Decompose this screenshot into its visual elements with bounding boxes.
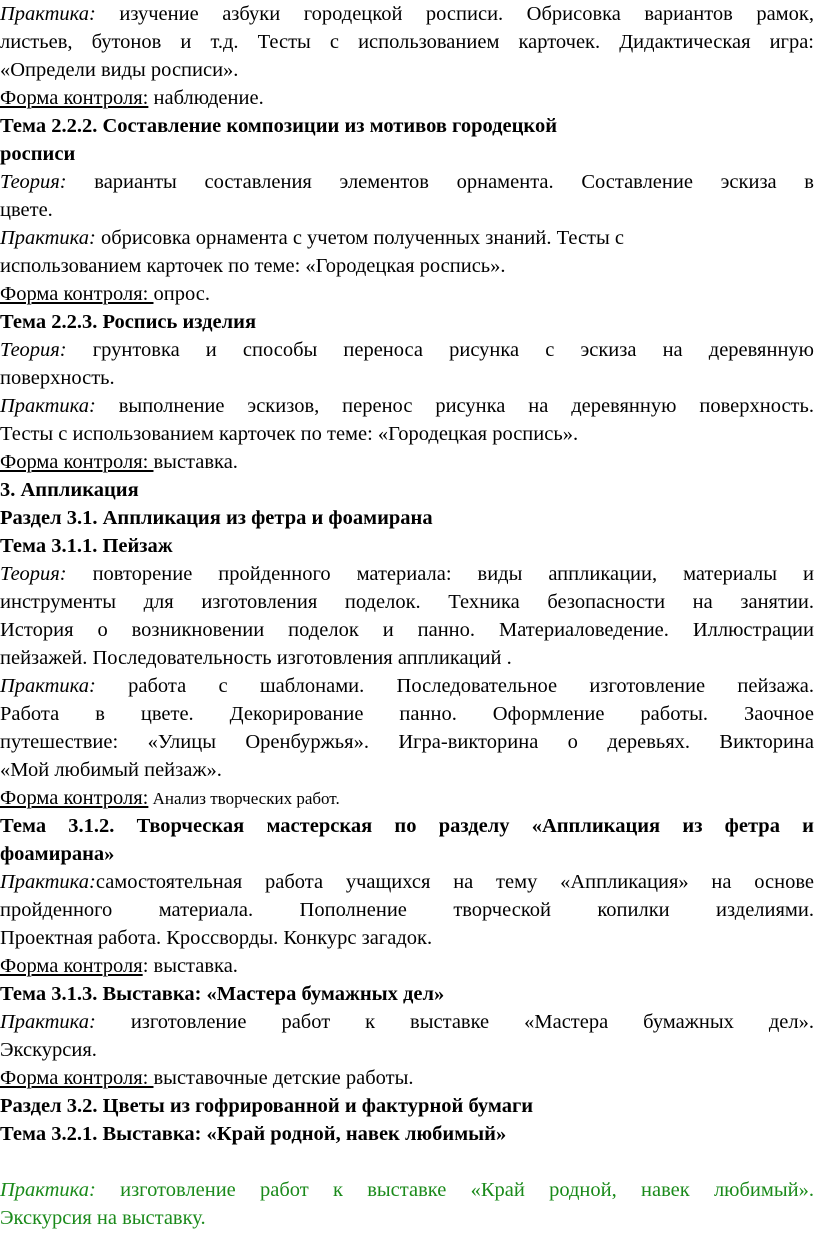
control-form-line <box>0 448 814 476</box>
control-form-label: Форма контроля: <box>0 283 154 305</box>
practice-line <box>0 392 814 420</box>
control-form-label: Форма контроля: <box>0 787 149 809</box>
practice-label: Практика: <box>0 871 96 893</box>
control-form-line <box>0 784 814 813</box>
text-line: листьев, бутонов и т.д. Тесты с использованием карточек. Дидактическая игра: <box>0 31 814 53</box>
practice-text: самостоятельная работа учащихся на тему «Аппликация» на основе <box>95 871 814 893</box>
text-line: поверхность. <box>0 367 115 389</box>
control-form-text: опрос. <box>153 283 210 305</box>
practice-line <box>0 0 814 28</box>
practice-line <box>0 868 814 896</box>
control-form-line <box>0 280 814 308</box>
control-form-line <box>0 952 814 980</box>
theory-line <box>0 336 814 364</box>
practice-text: изготовление работ к выставке «Мастера бумажных дел». <box>95 1011 814 1033</box>
control-form-text: выставочные детские работы. <box>153 1067 414 1089</box>
theory-label: Теория: <box>0 171 67 193</box>
text-line: Тесты с использованием карточек по теме: «Городецкая роспись». <box>0 423 579 445</box>
topic-heading: Тема 3.1.1. Пейзаж <box>0 535 173 557</box>
subsection-heading: Раздел 3.1. Аппликация из фетра и фоамирана <box>0 507 433 529</box>
control-form-text: : выставка. <box>142 955 238 977</box>
topic-heading-cont: фоамирана» <box>0 843 115 865</box>
practice-text: работа с шаблонами. Последовательное изготовление пейзажа. <box>95 675 814 697</box>
practice-label: Практика: <box>0 1179 96 1201</box>
text-line: История о возникновении поделок и панно. Материаловедение. Иллюстрации <box>0 619 814 641</box>
topic-heading: Тема 3.2.1. Выставка: «Край родной, навек любимый» <box>0 1123 507 1145</box>
control-form-label: Форма контроля: <box>0 87 149 109</box>
control-form-text: выставка. <box>153 451 238 473</box>
control-form-line <box>0 84 814 112</box>
topic-heading-cont: росписи <box>0 143 76 165</box>
control-form-text: Анализ творческих работ. <box>148 789 340 808</box>
text-line: «Определи виды росписи». <box>0 59 239 81</box>
theory-text: грунтовка и способы переноса рисунка с эскиза на деревянную <box>66 339 814 361</box>
text-line: Экскурсия. <box>0 1039 97 1061</box>
topic-heading: Тема 3.1.2. Творческая мастерская по разделу «Аппликация из фетра и <box>0 815 814 837</box>
text-line: использованием карточек по теме: «Городецкая роспись». <box>0 255 506 277</box>
control-form-line <box>0 1064 814 1092</box>
text-line: «Мой любимый пейзаж». <box>0 759 222 781</box>
theory-label: Теория: <box>0 339 67 361</box>
control-form-label: Форма контроля: <box>0 451 154 473</box>
topic-heading: Тема 3.1.3. Выставка: «Мастера бумажных дел» <box>0 983 445 1005</box>
theory-label: Теория: <box>0 563 67 585</box>
practice-text: выполнение эскизов, перенос рисунка на деревянную поверхность. <box>95 395 814 417</box>
text-line: пройденного материала. Пополнение творческой копилки изделиями. <box>0 899 814 921</box>
text-line-highlighted: Экскурсия на выставку. <box>0 1207 206 1229</box>
section-heading: 3. Аппликация <box>0 479 139 501</box>
practice-label: Практика: <box>0 1011 96 1033</box>
practice-text: изучение азбуки городецкой росписи. Обрисовка вариантов рамок, <box>95 3 814 25</box>
practice-label: Практика: <box>0 227 96 249</box>
text-line: инструменты для изготовления поделок. Техника безопасности на занятии. <box>0 591 814 613</box>
theory-line <box>0 168 814 196</box>
text-line: путешествие: «Улицы Оренбуржья». Игра-викторина о деревьях. Викторина <box>0 731 814 753</box>
topic-heading: Тема 2.2.3. Роспись изделия <box>0 311 257 333</box>
practice-text: обрисовка орнамента с учетом полученных знаний. Тесты с <box>95 227 625 249</box>
control-form-label: Форма контроля: <box>0 1067 154 1089</box>
text-line: Работа в цвете. Декорирование панно. Оформление работы. Заочное <box>0 703 814 725</box>
practice-line-highlighted <box>0 1176 814 1204</box>
text-line: цвете. <box>0 199 53 221</box>
practice-line <box>0 224 814 252</box>
practice-label: Практика: <box>0 675 96 697</box>
text-line: Проектная работа. Кроссворды. Конкурс загадок. <box>0 927 433 949</box>
theory-text: варианты составления элементов орнамента. Составление эскиза в <box>66 171 814 193</box>
practice-text: изготовление работ к выставке «Край родной, навек любимый». <box>95 1179 814 1201</box>
practice-label: Практика: <box>0 3 96 25</box>
theory-text: повторение пройденного материала: виды аппликации, материалы и <box>66 563 814 585</box>
control-form-label: Форма контроля <box>0 955 143 977</box>
control-form-text: наблюдение. <box>148 87 264 109</box>
practice-line <box>0 1008 814 1036</box>
topic-heading: Тема 2.2.2. Составление композиции из мотивов городецкой <box>0 115 558 137</box>
practice-line <box>0 672 814 700</box>
practice-label: Практика: <box>0 395 96 417</box>
theory-line <box>0 560 814 588</box>
text-line: пейзажей. Последовательность изготовления аппликаций . <box>0 647 512 669</box>
subsection-heading: Раздел 3.2. Цветы из гофрированной и фактурной бумаги <box>0 1095 534 1117</box>
